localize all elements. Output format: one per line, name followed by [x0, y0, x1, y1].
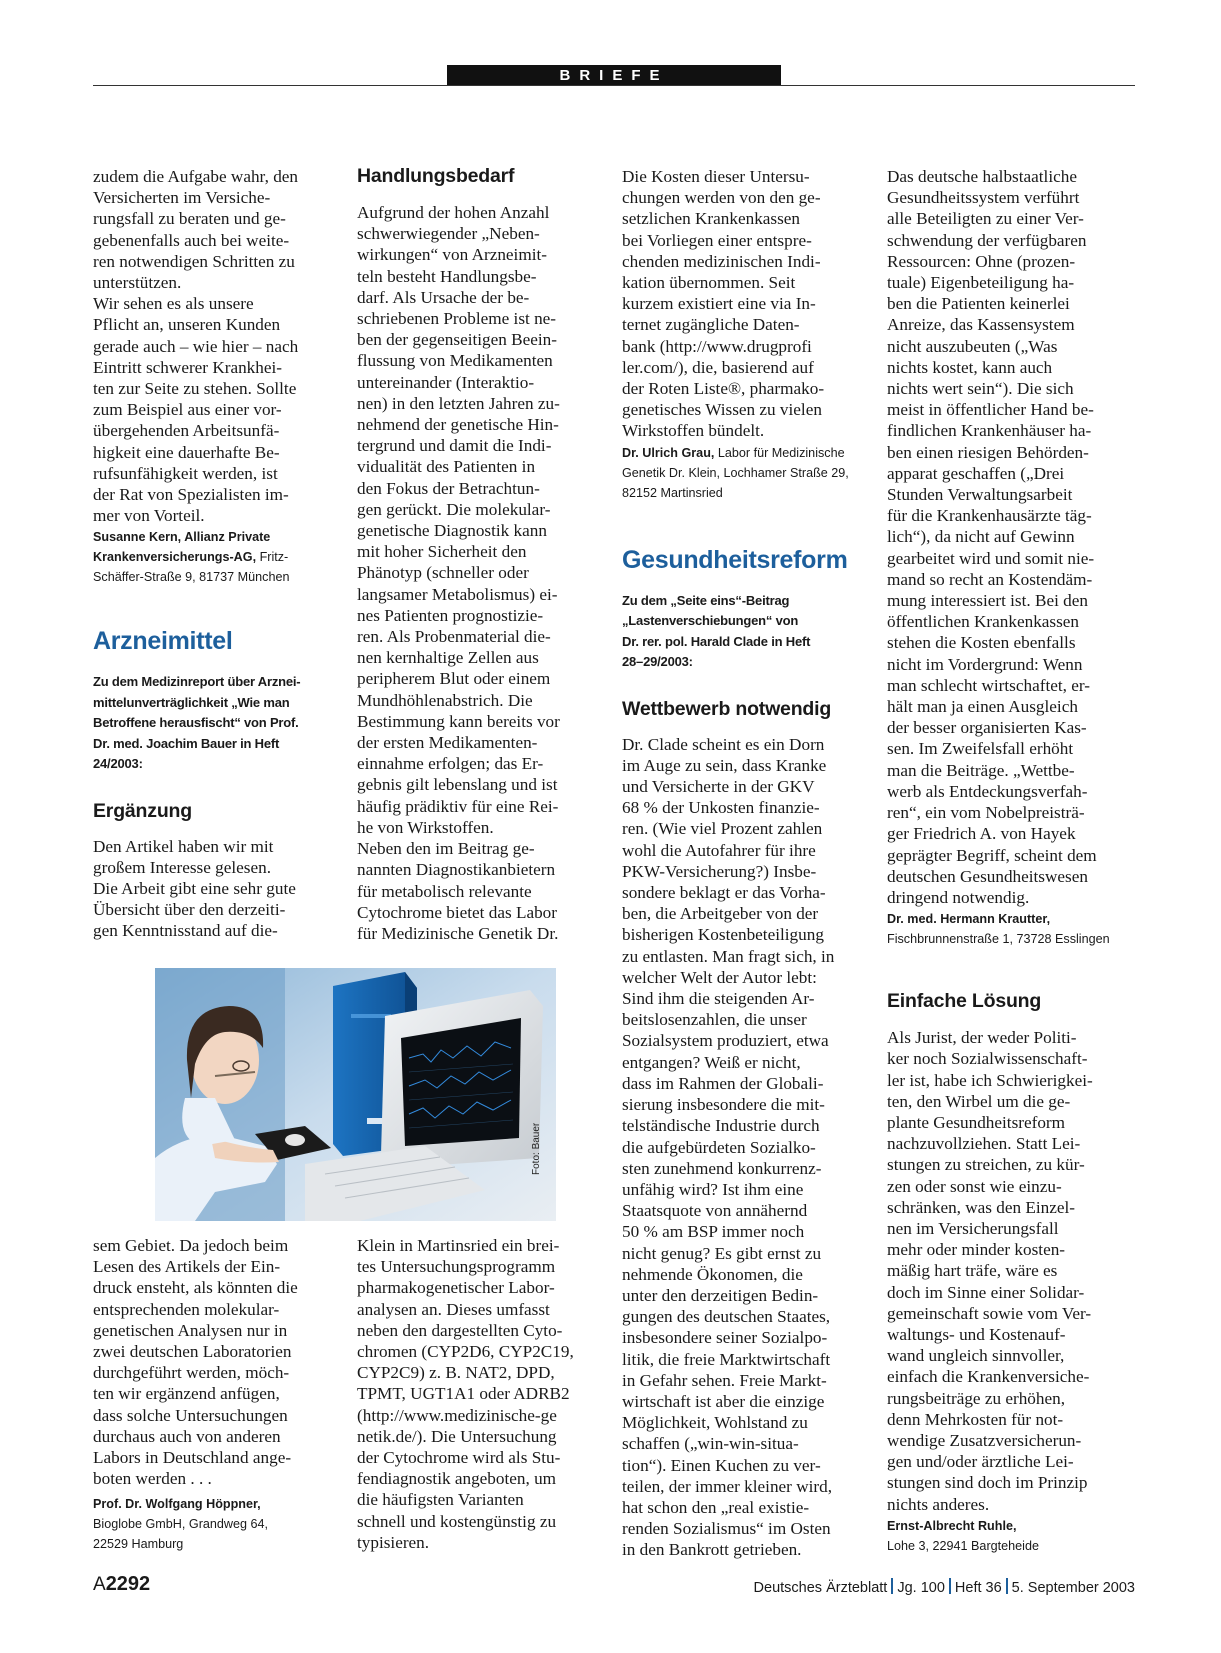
text-line: gen gerückt. Die molekular- [357, 499, 551, 519]
text-line: geprägter Begriff, scheint dem [887, 845, 1097, 865]
column-2 [357, 164, 597, 944]
section-intro [93, 672, 333, 775]
text-line: Wirkstoffen bündelt. [622, 421, 765, 441]
text-line: zudem die Aufgabe wahr, den [93, 167, 299, 186]
text-line: Bestimmung kann bereits vor [357, 711, 560, 731]
text-line: gebenenfalls auch bei weite- [93, 230, 290, 250]
text-line: „Lastenverschiebungen“ von [622, 613, 799, 629]
text-line: Anreize, das Kassensystem [887, 315, 1075, 335]
text-line: bank (http://www.drugprofi [622, 336, 812, 356]
text-line: der ersten Medikamenten- [357, 733, 538, 753]
text-line: Klein in Martinsried ein brei- [357, 1236, 560, 1255]
text-line: findlichen Krankenhäuser ha- [887, 421, 1092, 441]
text-line: man schlecht wirtschaftet, er- [887, 675, 1090, 695]
text-line: ten zur Seite zu stehen. Sollte [93, 379, 297, 399]
text-line: der besser organisierten Kas- [887, 718, 1087, 738]
page-prefix: A [93, 1574, 106, 1595]
text-line: Als Jurist, der weder Politi- [887, 1028, 1077, 1048]
text-line: ler ist, habe ich Schwierigkei- [887, 1070, 1093, 1090]
text-line: doch im Sinne einer Solidar- [887, 1282, 1085, 1302]
text-line: Dr. med. Joachim Bauer in Heft [93, 735, 280, 751]
text-line: stehen die Kosten ebenfalls [887, 633, 1076, 653]
text-line: Zu dem „Seite eins“-Beitrag [622, 592, 790, 608]
divider [891, 1578, 893, 1594]
text-line: Den Artikel haben wir mit [93, 836, 274, 856]
journal-info [754, 1578, 1135, 1596]
lab-photo [155, 968, 556, 1221]
text-line: nen kernhaltige Zellen aus [357, 648, 539, 668]
text-line: teln besteht Handlungsbe- [357, 266, 537, 286]
header-rule [93, 85, 1135, 86]
text-line: schränken, was den Einzel- [887, 1197, 1076, 1217]
text-line: schriebenen Probleme ist ne- [357, 309, 557, 329]
text-line: Dr. Clade scheint es ein Dorn [622, 734, 825, 754]
letter-text [357, 202, 597, 944]
text-line: tuale) Eigenbeteiligung ha- [887, 273, 1075, 293]
page-number [93, 1573, 150, 1596]
journal-date: 5. September 2003 [1011, 1580, 1135, 1596]
text-line: Versicherten im Versiche- [93, 188, 271, 208]
text-line: einnahme erfolgen; das Er- [357, 754, 544, 774]
text-line: mehr oder minder kosten- [887, 1240, 1066, 1260]
text-line: nicht genug? Es gibt ernst zu [622, 1243, 822, 1263]
text-line: und Versicherte in der GKV [622, 777, 815, 797]
photo-credit: Foto: Bauer [531, 1122, 542, 1175]
column-2-bottom [357, 1235, 597, 1553]
text-line: nes Patienten prognostizie- [357, 605, 544, 625]
letter-text [887, 166, 1127, 908]
text-line: mäßig hart träfe, wäre es [887, 1261, 1058, 1281]
author-name: Dr. Ulrich Grau, [622, 445, 715, 460]
text-line: der Roten Liste®, pharmako- [622, 379, 825, 399]
text-line: ger Friedrich A. von Hayek [887, 824, 1076, 844]
text-line: mit hoher Sicherheit den [357, 542, 527, 562]
text-line: druck ensteht, als könnten die [93, 1278, 298, 1298]
text-line: litik, die freie Marktwirtschaft [622, 1349, 831, 1369]
text-line: stungen sind doch im Prinzip [887, 1473, 1088, 1493]
author-name: Dr. med. Hermann Krautter, [887, 912, 1051, 927]
text-line: ten wir ergänzend anfügen, [93, 1384, 280, 1404]
text-line: in Gefahr sehen. Freie Markt- [622, 1370, 827, 1390]
text-line: ren. Als Probenmaterial die- [357, 627, 551, 647]
text-line: werb als Entdeckungsverfah- [887, 781, 1088, 801]
text-line: CYP2C9) z. B. NAT2, DPD, [357, 1363, 555, 1383]
text-line: tergrund und damit die Indi- [357, 436, 552, 456]
text-line: tion“). Einen Kuchen zu ver- [622, 1455, 821, 1475]
text-line: nichts wert sein“). Die sich [887, 379, 1074, 399]
text-line: hat schon den „real existie- [622, 1497, 810, 1517]
text-line: peripherem Blut oder einem [357, 669, 551, 689]
text-line: sten zunehmend konkurrenz- [622, 1158, 822, 1178]
text-line: gen Kenntnisstand auf die- [93, 921, 278, 941]
text-line: lich“), da nicht auf Gewinn [887, 527, 1075, 547]
letter-text [887, 1027, 1127, 1515]
text-line: mand so recht an Kostendäm- [887, 569, 1093, 589]
text-line: dass im Rahmen der Globali- [622, 1073, 824, 1093]
text-line: ker noch Sozialwissenschaft- [887, 1049, 1088, 1069]
author-name: Prof. Dr. Wolfgang Höppner, [93, 1497, 261, 1512]
text-line: setzlichen Krankenkassen [622, 209, 801, 229]
text-line: chromen (CYP2D6, CYP2C19, [357, 1342, 574, 1362]
text-line: Das deutsche halbstaatliche [887, 167, 1077, 186]
text-line: nannten Diagnostikanbietern [357, 860, 556, 880]
text-line: insbesondere seiner Sozialpo- [622, 1328, 828, 1348]
text-line: ren notwendigen Schritten zu [93, 251, 295, 271]
text-line: die häufigsten Varianten [357, 1490, 524, 1510]
text-line: 50 % am BSP immer noch [622, 1222, 805, 1242]
text-line: analysen an. Dieses umfasst [357, 1299, 550, 1319]
text-line: entsprechenden molekular- [93, 1299, 280, 1319]
text-line: he von Wirkstoffen. [357, 817, 494, 837]
text-line: zen oder sonst wie einzu- [887, 1176, 1062, 1196]
text-line: genetische Diagnostik kann [357, 521, 547, 541]
text-line: darf. Als Ursache der be- [357, 287, 530, 307]
text-line: sen. Im Zweifelsfall erhöht [887, 739, 1074, 759]
text-line: netik.de/). Die Untersuchung [357, 1426, 557, 1446]
text-line: zwei deutschen Laboratorien [93, 1342, 292, 1362]
text-line: mittelunverträglichkeit „Wie man [93, 694, 290, 710]
text-line: man die Beiträge. „Wettbe- [887, 760, 1075, 780]
text-line: die aufgebürdeten Sozialko- [622, 1137, 816, 1157]
column-1-bottom [93, 1235, 333, 1554]
text-line: ben der gegenseitigen Beein- [357, 330, 557, 350]
text-line: rufsunfähigkeit werden, ist [93, 463, 278, 483]
text-line: im Auge zu sein, dass Kranke [622, 755, 827, 775]
text-line: alle Beteiligten zu einer Ver- [887, 209, 1084, 229]
text-line: telständische Industrie durch [622, 1116, 820, 1136]
text-line: schaffen („win-win-situa- [622, 1434, 799, 1454]
letter-text [93, 836, 333, 942]
text-line: nachzuvollziehen. Statt Lei- [887, 1134, 1081, 1154]
letter-signature [622, 443, 862, 503]
text-line: teilen, der immer kleiner wird, [622, 1476, 832, 1496]
text-line: Sind ihm die steigenden Ar- [622, 989, 815, 1009]
author-name: Ernst-Albrecht Ruhle, [887, 1518, 1017, 1533]
text-line: TPMT, UGT1A1 oder ADRB2 [357, 1384, 570, 1404]
text-line: dass solche Untersuchungen [93, 1405, 288, 1425]
letter-heading: Ergänzung [93, 799, 192, 822]
text-line: denn Mehrkosten für not- [887, 1409, 1064, 1429]
text-line: gungen des deutschen Staates, [622, 1307, 831, 1327]
text-line: Die Kosten dieser Untersu- [622, 167, 810, 186]
text-line: typisieren. [357, 1532, 430, 1552]
divider [949, 1578, 951, 1594]
text-line: genetisches Wissen zu vielen [622, 400, 822, 420]
text-line: zu entlasten. Man fragt sich, in [622, 946, 835, 966]
text-line: schwendung der verfügbaren [887, 230, 1087, 250]
text-line: untereinander (Interaktio- [357, 372, 535, 392]
text-line: nehmende Ökonomen, die [622, 1264, 803, 1284]
column-1 [93, 166, 333, 587]
text-line: Phänotyp (schneller oder [357, 563, 529, 583]
section-label: BRIEFE [447, 65, 781, 86]
text-line: übergehenden Arbeitsunfä- [93, 421, 280, 441]
text-line: rungsbeiträge zu erhöhen, [887, 1388, 1066, 1408]
text-line: sierung insbesondere die mit- [622, 1095, 825, 1115]
text-line: durchgeführt werden, möch- [93, 1363, 290, 1383]
text-line: PKW-Versicherung?) Insbe- [622, 861, 817, 881]
text-line: sondere beklagt er das Vorha- [622, 883, 826, 903]
text-line: Cytochrome bietet das Labor [357, 902, 557, 922]
text-line: unter den derzeitigen Bedin- [622, 1285, 819, 1305]
text-line: Pflicht an, unseren Kunden [93, 315, 281, 335]
author-name: Susanne Kern, Allianz Private Krankenversicherungs-AG, [93, 530, 271, 565]
text-line: Staatsquote von annähernd [622, 1201, 808, 1221]
text-line: sem Gebiet. Da jedoch beim [93, 1236, 289, 1255]
text-line: für die Krankenhausärzte täg- [887, 506, 1092, 526]
letter-heading: Handlungsbedarf [357, 165, 515, 187]
column-4 [887, 166, 1127, 1556]
text-line: tes Untersuchungsprogramm [357, 1257, 556, 1277]
photo-illustration [155, 968, 556, 1221]
text-line: nen) in den letzten Jahren zu- [357, 393, 560, 413]
text-line: nicht im Vordergrund: Wenn [887, 654, 1083, 674]
text-line: Stunden Verwaltungsarbeit [887, 485, 1073, 505]
text-line: wendige Zusatzversicherun- [887, 1430, 1082, 1450]
divider [1006, 1578, 1008, 1594]
text-line: Aufgrund der hohen Anzahl [357, 203, 550, 222]
journal-volume: Jg. 100 [897, 1580, 945, 1596]
text-line: stungen zu streichen, zu kür- [887, 1155, 1085, 1175]
text-line: Wir sehen es als unsere [93, 294, 254, 314]
letter-text [93, 166, 333, 526]
text-line: häufig prädiktiv für eine Rei- [357, 796, 559, 816]
text-line: ben die Patienten keinerlei [887, 294, 1070, 314]
text-line: bisherigen Kostenbeteiligung [622, 925, 824, 945]
text-line: Übersicht über den derzeiti- [93, 900, 286, 920]
text-line: kation übernommen. Seit [622, 273, 796, 293]
text-line: ren“, ein vom Nobelpreisträ- [887, 803, 1085, 823]
text-line: Lesen des Artikels der Ein- [93, 1257, 281, 1277]
text-line: Neben den im Beitrag ge- [357, 839, 535, 859]
text-line: nichts kostet, kann auch [887, 357, 1053, 377]
author-address: Fritz-Schäffer-Straße 9, 81737 München [93, 550, 290, 585]
text-line: entgangen? Weiß er nicht, [622, 1052, 801, 1072]
text-line: Sozialsystem produziert, etwa [622, 1031, 829, 1051]
text-line: (http://www.medizinische-ge [357, 1405, 557, 1425]
author-address: Labor für Medizinische Genetik Dr. Klein, Lochhamer Straße 29, 82152 Martinsried [622, 445, 849, 500]
text-line: gemeinschaft sowie vom Ver- [887, 1303, 1092, 1323]
text-line: zum Beispiel aus einer vor- [93, 400, 282, 420]
text-line: nen im Versicherungsfall [887, 1218, 1059, 1238]
text-line: kurzem existiert eine via In- [622, 294, 816, 314]
text-line: schnell und kostengünstig zu [357, 1511, 557, 1531]
text-line: welcher Welt der Autor lebt: [622, 967, 817, 987]
text-line: ren. (Wie viel Prozent zahlen [622, 819, 823, 839]
text-line: nehmend der genetische Hin- [357, 415, 559, 435]
text-line: neben den dargestellten Cyto- [357, 1320, 563, 1340]
text-line: den Fokus der Betrachtun- [357, 478, 540, 498]
text-line: chungen werden von den ge- [622, 188, 821, 208]
text-line: deutschen Gesundheitswesen [887, 866, 1088, 886]
text-line: ben, die Arbeitgeber von der [622, 904, 819, 924]
text-line: wirtschaft ist aber die einzige [622, 1391, 825, 1411]
section-intro [622, 591, 862, 673]
text-line: nichts anderes. [887, 1494, 990, 1514]
column-3 [622, 166, 862, 1561]
text-line: dringend notwendig. [887, 887, 1030, 907]
letter-signature [887, 1516, 1127, 1556]
text-line: hält man ja einen Ausgleich [887, 697, 1078, 717]
text-line: Ressourcen: Ohne (prozen- [887, 251, 1076, 271]
text-line: flussung von Medikamenten [357, 351, 553, 371]
text-line: ternet zugängliche Daten- [622, 315, 800, 335]
text-line: in den Bankrott getrieben. [622, 1540, 802, 1560]
text-line: für metabolisch relevante [357, 881, 532, 901]
text-line: mung interessiert ist. Bei den [887, 591, 1088, 611]
text-line: einfach die Krankenversiche- [887, 1367, 1090, 1387]
author-address [93, 1514, 333, 1554]
text-line: genetischen Analysen nur in [93, 1320, 288, 1340]
letter-text [93, 1235, 333, 1489]
text-line: Bioglobe GmbH, Grandweg 64, [93, 1517, 269, 1532]
text-line: der Rat von Spezialisten im- [93, 485, 289, 505]
text-line: 68 % der Unkosten finanzie- [622, 798, 820, 818]
text-line: vidualität des Patienten in [357, 457, 536, 477]
page-number-value: 2292 [105, 1573, 151, 1595]
text-line: gerade auch – wie hier – nach [93, 336, 299, 356]
text-line: Mundhöhlenabstrich. Die [357, 690, 533, 710]
letter-signature [887, 909, 1127, 949]
text-line: wirkungen“ von Arzneimit- [357, 245, 547, 265]
section-heading: Arzneimittel [93, 627, 233, 655]
text-line: apparat geschaffen („Drei [887, 463, 1065, 483]
text-line: beitslosenzahlen, die unser [622, 1010, 807, 1030]
text-line: wand ungleich sinnvoller, [887, 1346, 1065, 1366]
text-line: rungsfall zu beraten und ge- [93, 209, 286, 229]
letter-text [357, 1235, 597, 1553]
text-line: fendiagnostik angeboten, um [357, 1469, 557, 1489]
text-line: gen und/oder ärztliche Lei- [887, 1452, 1074, 1472]
text-line: gearbeitet wird und somit nie- [887, 548, 1095, 568]
letter-text [622, 166, 862, 442]
text-line: chenden medizinischen Indi- [622, 251, 821, 271]
text-line: öffentlichen Krankenkassen [887, 612, 1080, 632]
letter-signature [93, 1494, 333, 1554]
text-line: Möglichkeit, Wohlstand zu [622, 1413, 808, 1433]
letter-signature [93, 527, 333, 587]
text-line: 22529 Hamburg [93, 1537, 184, 1552]
text-line: 28–29/2003: [622, 654, 693, 670]
journal-issue: Heft 36 [954, 1580, 1002, 1596]
text-line: 24/2003: [93, 756, 143, 771]
letter-heading: Einfache Lösung [887, 990, 1042, 1013]
text-line: Labors in Deutschland ange- [93, 1448, 292, 1468]
text-line: meist in öffentlicher Hand be- [887, 400, 1094, 420]
text-line: großem Interesse gelesen. [93, 857, 272, 877]
author-address: Lohe 3, 22941 Bargteheide [887, 1538, 1039, 1553]
text-line: unfähig wird? Ist ihm eine [622, 1179, 804, 1199]
text-line: schwerwiegender „Neben- [357, 224, 540, 244]
text-line: plante Gesundheitsreform [887, 1112, 1066, 1132]
text-line: bei Vorliegen einer entspre- [622, 230, 812, 250]
letter-text [622, 734, 862, 1561]
text-line: Zu dem Medizinreport über Arznei- [93, 674, 301, 689]
text-line: higkeit eine dauerhafte Be- [93, 442, 280, 462]
text-line: durchaus auch von anderen [93, 1426, 281, 1446]
text-line: der Cytochrome wird als Stu- [357, 1448, 561, 1468]
letter-heading: Wettbewerb notwendig [622, 697, 832, 720]
text-line: waltungs- und Kostenauf- [887, 1324, 1066, 1344]
text-line: boten werden . . . [93, 1469, 212, 1489]
text-line: unterstützen. [93, 273, 182, 293]
text-line: ben einen riesigen Behörden- [887, 442, 1089, 462]
text-line: ten, den Wirbel um die ge- [887, 1091, 1071, 1111]
text-line: Gesundheitssystem verführt [887, 188, 1080, 208]
text-line: nicht auszubeuten („Was [887, 336, 1058, 356]
journal-name: Deutsches Ärzteblatt [753, 1580, 888, 1596]
text-line: gebnis gilt lebenslang und ist [357, 775, 558, 795]
text-line: Betroffene herausfischt“ von Prof. [93, 715, 299, 730]
text-line: ler.com/), die, basierend auf [622, 357, 814, 377]
text-line: wohl die Autofahrer für ihre [622, 840, 816, 860]
text-line: mer von Vorteil. [93, 506, 205, 526]
text-line: Die Arbeit gibt eine sehr gute [93, 878, 296, 898]
text-line: renden Sozialismus“ im Osten [622, 1519, 831, 1539]
text-line: Dr. rer. pol. Harald Clade in Heft [622, 633, 811, 649]
text-line: für Medizinische Genetik Dr. [357, 923, 559, 943]
column-1-section [93, 626, 333, 942]
section-heading: Gesundheitsreform [622, 545, 848, 574]
author-address: Fischbrunnenstraße 1, 73728 Esslingen [887, 932, 1110, 947]
text-line: pharmakogenetischer Labor- [357, 1278, 555, 1298]
text-line: Eintritt schwerer Krankhei- [93, 357, 282, 377]
text-line: langsamer Metabolismus) ei- [357, 584, 558, 604]
